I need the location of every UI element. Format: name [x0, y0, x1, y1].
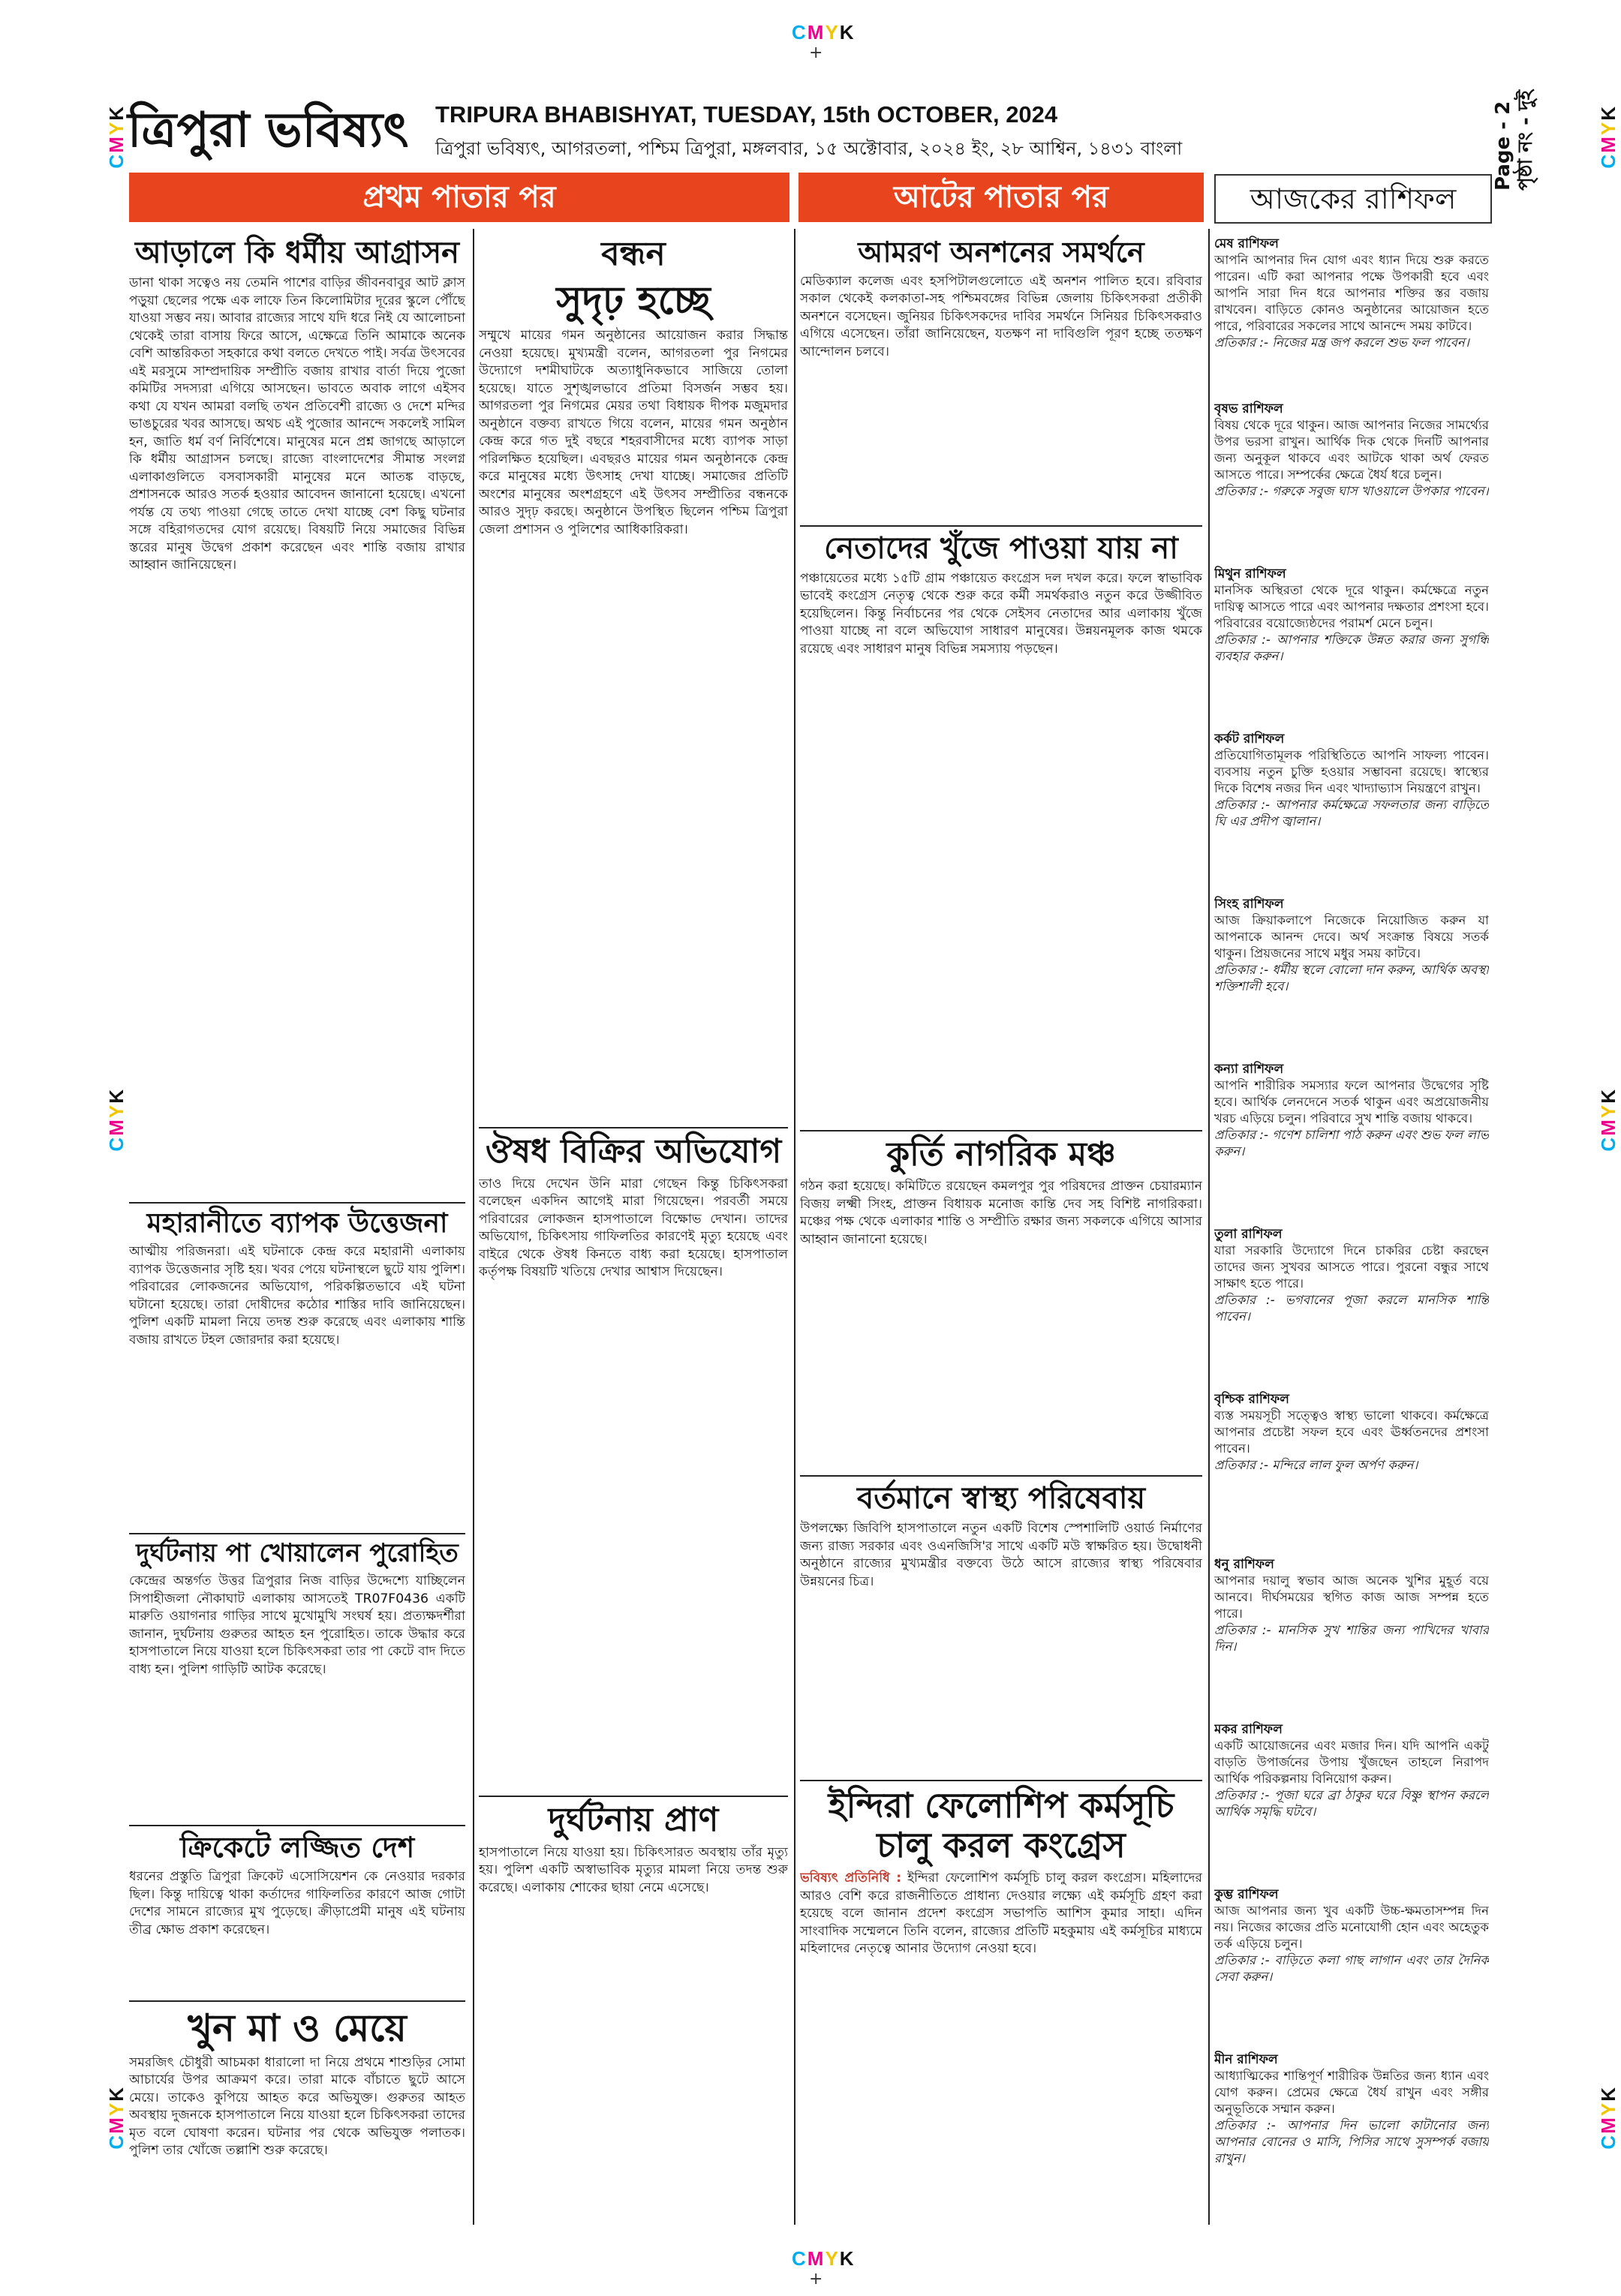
- horoscope-sign-name: বৃশ্চিক রাশিফল: [1214, 1392, 1289, 1407]
- registration-mark-bottom: CMYK: [792, 2247, 856, 2270]
- horoscope-text: আপনার দয়ালু স্বভাব আজ অনেক খুশির মুহূর্ত বয়ে আনবে। দীর্ঘসময়ের স্থগিত কাজ আজ সম্পন্ন হতে পারে।: [1214, 1573, 1489, 1621]
- headline-mother-daughter-murder: খুন মা ও মেয়ে: [188, 2006, 407, 2051]
- column-divider: [473, 229, 474, 2225]
- article-leaders-missing: পঞ্চায়েতের মধ্যে ১৫টি গ্রাম পঞ্চায়েত কংগ্রেস দল দখল করে। ফলে স্বাভাবিক ভাবেই কংগ্রেস নেতৃত্ব থেকে শুরু করে কর্মী সমর্থকরাও নতুন করে উজ্জীবিত হয়েছিলেন। কিন্তু নির্বাচনের পর থেকে সেইসব নেতাদের আর এলাকায় খুঁজে পাওয়া যাচ্ছে না বলে অভিযোগ সাধারণ মানুষের। উন্নয়নমূলক কাজ থমকে রয়েছে এবং সাধারণ মানুষ বিভিন্ন সমস্যায় পড়ছেন।: [800, 570, 1202, 657]
- horoscope-text: আপনি শারীরিক সমস্যার ফলে আপনার উদ্বেগের সৃষ্টি হবে। আর্থিক লেনদেনে সতর্ক থাকুন এবং অপ্রয়োজনীয় খরচ এড়িয়ে চলুন। পরিবারে সুখ শান্তি বজায় থাকবে।: [1214, 1078, 1489, 1125]
- horoscope-sign-name: মিথুন রাশিফল: [1214, 566, 1286, 582]
- registration-mark-right-top: CMYK: [1597, 105, 1619, 169]
- horoscope-entry: [1214, 233, 1489, 395]
- headline-priest-accident: দুর্ঘটনায় পা খোয়ালেন পুরোহিত: [136, 1538, 459, 1569]
- horoscope-text: বিষয় থেকে দূরে থাকুন। আজ আপনার নিজের সামর্থ্যের উপর ভরসা রাখুন। আর্থিক দিক থেকে দিনটি আপনার জন্য অনুকূল থাকবে এবং আটকে থাকা অর্থ ফেরত আসতে পারে। সম্পর্কের ক্ষেত্রে ধৈর্য ধরে চলুন।: [1214, 418, 1489, 482]
- horoscope-text: যারা সরকারি উদ্যোগে দিনে চাকরির চেষ্টা করছেন তাদের জন্য সুখবর আসতে পারে। পুরনো বন্ধুর সাথে সাক্ষাৎ হতে পারে।: [1214, 1243, 1489, 1291]
- dateline: ভবিষ্যৎ প্রতিনিধি :: [800, 1871, 902, 1886]
- registration-mark-left-bottom: CMYK: [105, 2086, 128, 2150]
- article-divider: [800, 1130, 1202, 1131]
- column-divider: [794, 229, 795, 2225]
- article-divider: [800, 1780, 1202, 1781]
- crosshair-top-icon: +: [809, 44, 823, 62]
- article-indira-fellowship: [800, 1870, 1202, 2221]
- column-page-eight-stories: [800, 233, 1202, 2221]
- horoscope-sign-name: বৃষভ রাশিফল: [1214, 401, 1283, 416]
- masthead-english-line: TRIPURA BHABISHYAT, TUESDAY, 15th OCTOBER, 2024: [435, 101, 1058, 128]
- headline-religious-aggression: আড়ালে কি ধর্মীয় আগ্রাসন: [134, 235, 460, 270]
- article-divider: [129, 2000, 465, 2002]
- banner-front-page-continued: প্রথম পাতার পর: [129, 173, 789, 222]
- horoscope-entry: [1214, 728, 1489, 890]
- horoscope-entry: [1214, 1388, 1489, 1550]
- masthead-bengali-line: ত্রিপুরা ভবিষ্যৎ, আগরতলা, পশ্চিম ত্রিপুরা, মঙ্গলবার, ১৫ অক্টোবার, ২০২৪ ইং, ২৮ আশ্বিন, ১৪৩১ বাংলা: [435, 138, 1183, 159]
- horoscope-sign-name: কন্যা রাশিফল: [1214, 1062, 1284, 1077]
- article-divider: [800, 525, 1202, 527]
- horoscope-list: [1214, 233, 1489, 2210]
- horoscope-remedy: প্রতিকার :- মানসিক সুখ শান্তির জন্য পাখিদের খাবার দিন।: [1214, 1623, 1489, 1654]
- registration-mark-right-mid: CMYK: [1597, 1088, 1619, 1152]
- column-divider: [1208, 229, 1210, 2225]
- headline-bond-line1: বন্ধন: [601, 235, 666, 273]
- horoscope-entry: [1214, 1718, 1489, 1880]
- headline-bond-line2: সুদৃঢ় হচ্ছে: [556, 277, 711, 323]
- article-accident-life: হাসপাতালে নিয়ে যাওয়া হয়। চিকিৎসারত অবস্থায় তাঁর মৃত্যু হয়। পুলিশ একটি অস্বাভাবিক মৃত্যুর মামলা নিয়ে তদন্ত শুরু করেছে। এলাকায় শোকের ছায়া নেমে এসেছে।: [479, 1844, 788, 1895]
- horoscope-text: আপনি আপনার দিন যোগ এবং ধ্যান দিয়ে শুরু করতে পারেন। এটি করা আপনার পক্ষে উপকারী হবে এবং আপনি সারা দিন ধরে আপনার শক্তির স্তর বজায় রাখবেন। বাড়িতে কোনও অনুষ্ঠানের আয়োজন হতে পারে, পরিবারের সকলের সাথে আনন্দে সময় কাটবে।: [1214, 253, 1489, 333]
- article-divider: [800, 1475, 1202, 1477]
- article-health-services: উপলক্ষ্যে জিবিপি হাসপাতালে নতুন একটি বিশেষ স্পেশালিটি ওয়ার্ড নির্মাণের জন্য রাজ্য সরকার এবং ওএনজিসি'র সাথে একটি মউ স্বাক্ষরিত হয়। উদ্বোধনী অনুষ্ঠানে রাজ্যের মুখ্যমন্ত্রীর বক্তব্যে উঠে আসে রাজ্যের স্বাস্থ্য পরিষেবার উন্নয়নের চিত্র।: [800, 1521, 1202, 1589]
- horoscope-sign-name: মীন রাশিফল: [1214, 2052, 1278, 2067]
- horoscope-remedy: প্রতিকার :- বাড়িতে কলা গাছ লাগান এবং তার দৈনিক সেবা করুন।: [1214, 1953, 1489, 1984]
- registration-mark-left-top: CMYK: [105, 105, 128, 169]
- article-maharani-tension: আত্মীয় পরিজনরা। এই ঘটনাকে কেন্দ্র করে মহারানী এলাকায় ব্যাপক উত্তেজনার সৃষ্টি হয়। খবর পেয়ে ঘটনাস্থলে ছুটে যায় পুলিশ। পরিবারের লোকজনের অভিযোগ, পরিকল্পিতভাবে এই ঘটনা ঘটানো হয়েছে। তারা দোষীদের কঠোর শাস্তির দাবি জানিয়েছেন। পুলিশ একটি মামলা নিয়ে তদন্ত শুরু করেছে এবং এলাকায় শান্তি বজায় রাখতে টহল জোরদার করা হয়েছে।: [129, 1244, 465, 1348]
- page-number: [1492, 90, 1537, 191]
- horoscope-remedy: প্রতিকার :- আপনার কর্মক্ষেত্রে সফলতার জন্য বাড়িতে ঘি এর প্রদীপ জ্বালান।: [1214, 798, 1489, 828]
- horoscope-text: আধ্যাত্মিকের শান্তিপূর্ণ শারীরিক উন্নতির জন্য ধ্যান এবং যোগ করুন। প্রেমের ক্ষেত্রে ধৈর্য রাখুন এবং সঙ্গীর অনুভূতিকে সম্মান করুন।: [1214, 2069, 1489, 2116]
- horoscope-entry: [1214, 1223, 1489, 1385]
- article-divider: [479, 1796, 788, 1797]
- horoscope-remedy: প্রতিকার :- আপনার শক্তিকে উন্নত করার জন্য সুগন্ধি ব্যবহার করুন।: [1214, 633, 1489, 663]
- horoscope-sign-name: তুলা রাশিফল: [1214, 1227, 1283, 1242]
- article-divider: [129, 1825, 465, 1826]
- headline-leaders-missing: নেতাদের খুঁজে পাওয়া যায় না: [824, 530, 1178, 566]
- column-horoscope: [1214, 233, 1489, 2221]
- horoscope-remedy: প্রতিকার :- গরুকে সবুজ ঘাস খাওয়ালে উপকার পাবেন।: [1214, 484, 1489, 498]
- horoscope-text: আজ আপনার জন্য খুব একটি উচ্চ-ক্ষমতাসম্পন্ন দিন নয়। নিজের কাজের প্রতি মনোযোগী হোন এবং অহেতুক তর্ক এড়িয়ে চলুন।: [1214, 1904, 1489, 1951]
- headline-accident-life: দুর্ঘটনায় প্রাণ: [548, 1800, 719, 1839]
- horoscope-remedy: প্রতিকার :- মন্দিরে লাল ফুল অর্পণ করুন।: [1214, 1458, 1418, 1472]
- registration-mark-left-mid: CMYK: [105, 1088, 128, 1152]
- horoscope-sign-name: সিংহ রাশিফল: [1214, 897, 1284, 912]
- horoscope-remedy: প্রতিকার :- পূজা ঘরে ব্রা ঠাকুর ঘরে বিষ্ণু স্থাপন করলে আর্থিক সমৃদ্ধি ঘটবে।: [1214, 1788, 1489, 1819]
- article-kurti-citizens-forum: গঠন করা হয়েছে। কমিটিতে রয়েছেন কমলপুর পুর পরিষদের প্রাক্তন চেয়ারম্যান বিজয় লক্ষ্মী সিংহ, প্রাক্তন বিধায়ক মনোজ কান্তি দেব সহ বিশিষ্ট নাগরিকরা। মঞ্চের পক্ষ থেকে এলাকার শান্তি ও সম্প্রীতি রক্ষার জন্য সকলকে এগিয়ে আসার আহ্বান জানানো হয়েছে।: [800, 1179, 1202, 1247]
- article-priest-accident: কেন্দ্রের অন্তর্গত উত্তর ত্রিপুরার নিজ বাড়ির উদ্দেশ্যে যাচ্ছিলেন সিপাহীজলা নৌকাঘাট এলাকায় আসতেই TR07F0436 একটি মারুতি ওয়াগনার গাড়ির সাথে মুখোমুখি সংঘর্ষ হয়। প্রত্যক্ষদর্শীরা জানান, দুর্ঘটনায় গুরুতর আহত হন পুরোহিত। তাকে উদ্ধার করে হাসপাতালে নিয়ে যাওয়া হলে চিকিৎসকরা তার পা কেটে বাদ দিতে বাধ্য হন। পুলিশ গাড়িটি আটক করেছে।: [129, 1573, 465, 1677]
- page-label: Page - 2: [1492, 101, 1514, 191]
- article-mother-daughter-murder: সমরজিৎ চৌধুরী আচমকা ধারালো দা নিয়ে প্রথমে শাশুড়ির সোমা আচার্যের উপর আক্রমণ করে। তারা মাকে বাঁচাতে ছুটে আসে মেয়ে। তাকেও কুপিয়ে আহত করে অভিযুক্ত। গুরুতর আহত অবস্থায় দুজনকে হাসপাতালে নিয়ে যাওয়া হলে চিকিৎসকরা তাদের মৃত বলে ঘোষণা করেন। ঘটনার পর থেকে অভিযুক্ত পলাতক। পুলিশ তার খোঁজে তল্লাশি শুরু করেছে।: [129, 2054, 465, 2159]
- horoscope-sign-name: ধনু রাশিফল: [1214, 1557, 1274, 1572]
- horoscope-text: প্রতিযোগিতামূলক পরিস্থিতিতে আপনি সাফল্য পাবেন। ব্যবসায় নতুন চুক্তি হওয়ার সম্ভাবনা রয়েছে। স্বাস্থ্যের দিকে বিশেষ নজর দিন এবং খাদ্যাভ্যাস নিয়ন্ত্রণে রাখুন।: [1214, 748, 1489, 795]
- article-divider: [129, 1533, 465, 1534]
- article-hunger-strike-support: মেডিক্যাল কলেজ এবং হসপিটালগুলোতে এই অনশন পালিত হবে। রবিবার সকাল থেকেই কলকাতা-সহ পশ্চিমবঙ্গের বিভিন্ন জেলায় চিকিৎসকরা প্রতীকী অনশনে বসেছেন। জুনিয়র চিকিৎসকদের দাবির সমর্থনে সিনিয়র চিকিৎসকরাও এগিয়ে এসেছেন। তাঁরা জানিয়েছেন, যতক্ষণ না দাবিগুলি পূরণ হচ্ছে ততক্ষণ আন্দোলন চলবে।: [800, 273, 1202, 359]
- horoscope-sign-name: মকর রাশিফল: [1214, 1722, 1283, 1737]
- article-medicine-sale-allegation: তাও দিয়ে দেখেন উনি মারা গেছেন কিন্তু চিকিৎসকরা বলেছেন একদিন আগেই মারা গিয়েছেন। পরবর্তী সময়ে পরিবারের লোকজন হাসপাতালে বিক্ষোভ দেখান। তাদের অভিযোগ, চিকিৎসায় গাফিলতির কারণেই মৃত্যু হয়েছে এবং বাইরে থেকে ঔষধ কিনতে বাধ্য করা হয়েছে। হাসপাতাল কর্তৃপক্ষ বিষয়টি খতিয়ে দেখার আশ্বাস দিয়েছেন।: [479, 1176, 788, 1280]
- horoscope-entry: [1214, 1553, 1489, 1715]
- horoscope-entry: [1214, 1883, 1489, 2045]
- article-indira-fellowship-text: ইন্দিরা ফেলোশিপ কর্মসূচি চালু করল কংগ্রেস। মহিলাদের আরও বেশি করে রাজনীতিতে প্রাধান্য দেওয়ার লক্ষ্যে এই কর্মসূচি গ্রহণ করা হয়েছে বলে জানান প্রদেশ কংগ্রেস সভাপতি আশিস কুমার সাহা। এদিন সাংবাদিক সম্মেলনে তিনি বলেন, রাজ্যের প্রতিটি মহকুমায় এই কর্মসূচির মাধ্যমে মহিলাদের নেতৃত্বে আনার উদ্যোগ নেওয়া হবে।: [800, 1871, 1202, 1957]
- horoscope-remedy: প্রতিকার :- আপনার দিন ভালো কাটানোর জন্য আপনার বোনের ও মাসি, পিসির সাথে সুসম্পর্ক বজায় রাখুন।: [1214, 2118, 1489, 2165]
- article-religious-aggression: ডানা থাকা সত্বেও নয় তেমনি পাশের বাড়ির জীবনবাবুর আট ক্লাস পড়ুয়া ছেলের পক্ষে এক লাফে তিন কিলোমিটার দূরের স্কুলে পৌঁছে যাওয়া সম্ভব নয়। আবার রাজ্যের সাথে যদি ধরে নিই যে আলোচনা থেকেই তারা বাসায় ফিরে আসে, এক্ষেত্রে তিনি আমাকে অনেক বেশি আন্তরিকতা সহকারে কথা বলতে দেখতে পাই। সর্বত্র উৎসবের এই মরসুমে সাম্প্রদায়িক সম্প্রীতি বজায় রাখার বার্তা দিয়ে পুজো কমিটির সদস্যরা এগিয়ে আসছেন। ভাবতে অবাক লাগে এইসব কথা যে যখন আমরা বলছি তখন প্রতিবেশী রাজ্যে ও দেশে মন্দির ভাঙচুরের খবর আসছে। অথচ এই পুজোর আনন্দে সকলেই সামিল হন, জাতি ধর্ম বর্ণ নির্বিশেষে। মানুষের মনে প্রশ্ন জাগছে আড়ালে কি ধর্মীয় আগ্রাসন চলছে। রাজ্যে বাংলাদেশের সীমান্ত সংলগ্ন এলাকাগুলিতে বসবাসকারী মানুষের মনে আতঙ্ক বাড়ছে, প্রশাসনকে আরও সতর্ক হওয়ার আবেদন জানানো হয়েছে। এখনো পর্যন্ত যে তথ্য পাওয়া গেছে তাতে দেখা যাচ্ছে বেশ কিছু ঘটনার সঙ্গে বহিরাগতদের যোগ রয়েছে। বিষয়টি নিয়ে সমাজের বিভিন্ন স্তরের মানুষ উদ্বেগ প্রকাশ করেছেন এবং শান্তি বজায় রাখার আহ্বান জানিয়েছেন।: [129, 275, 465, 572]
- registration-mark-top: CMYK: [792, 21, 856, 44]
- horoscope-entry: [1214, 398, 1489, 560]
- horoscope-text: ব্যস্ত সময়সূচী সত্ত্বেও স্বাস্থ্য ভালো থাকবে। কর্মক্ষেত্রে আপনার প্রচেষ্টা সফল হবে এবং ঊর্ধ্বতনদের প্রশংসা পাবেন।: [1214, 1408, 1489, 1456]
- article-bond-strengthening: সম্মুখে মায়ের গমন অনুষ্ঠানের আয়োজন করার সিদ্ধান্ত নেওয়া হয়েছে। মুখ্যমন্ত্রী বলেন, আগরতলা পুর নিগমের উদ্যোগে দশমীঘাটকে অত্যাধুনিকভাবে সাজিয়ে তোলা হয়েছে। যাতে সুশৃঙ্খলভাবে প্রতিমা বিসর্জন সম্ভব হয়। আগরতলা পুর নিগমের মেয়র তথা বিধায়ক দীপক মজুমদার অনুষ্ঠানে বক্তব্য রাখতে গিয়ে বলেন, মায়ের গমন অনুষ্ঠান কেন্দ্র করে গত দুই বছরে শহরবাসীদের মধ্যে ব্যাপক সাড়া পরিলক্ষিত হয়েছিল। এবছরও মায়ের গমন অনুষ্ঠানকে কেন্দ্র করে মানুষের মধ্যে উৎসাহ দেখা যাচ্ছে। সমাজের প্রতিটি অংশের মানুষের অংশগ্রহণে এই উৎসব সম্প্রীতির বন্ধনকে আরও সুদৃঢ় করছে। অনুষ্ঠানে উপস্থিত ছিলেন পশ্চিম ত্রিপুরা জেলা প্রশাসন ও পুলিশের আধিকারিকরা।: [479, 328, 788, 537]
- headline-hunger-strike-support: আমরণ অনশনের সমর্থনে: [858, 235, 1144, 269]
- headline-cricket-shame: ক্রিকেটে লজ্জিত দেশ: [179, 1830, 415, 1865]
- registration-mark-right-bottom: CMYK: [1597, 2086, 1619, 2150]
- horoscope-remedy: প্রতিকার :- নিজের মন্ত্র জপ করলে শুভ ফল পাবেন।: [1214, 335, 1469, 350]
- horoscope-text: আজ ক্রিয়াকলাপে নিজেকে নিয়োজিত করুন যা আপনাকে আনন্দ দেবে। অর্থ সংক্রান্ত বিষয়ে সতর্ক থাকুন। প্রিয়জনের সাথে মধুর সময় কাটবে।: [1214, 913, 1489, 960]
- newspaper-logo: ত্রিপুরা ভবিষ্যৎ: [128, 102, 409, 158]
- horoscope-text: মানসিক অস্থিরতা থেকে দূরে থাকুন। কর্মক্ষেত্রে নতুন দায়িত্ব আসতে পারে এবং আপনার দক্ষতার প্রশংসা হবে। পরিবারের বয়োজ্যেষ্ঠদের পরামর্শ মেনে চলুন।: [1214, 583, 1489, 630]
- page-label-bn: পৃষ্ঠা নং - দুই: [1514, 90, 1537, 191]
- headline-kurti-citizens-forum: কুর্তি নাগরিক মঞ্চ: [886, 1134, 1116, 1174]
- headline-indira-fellowship: ইন্দিরা ফেলোশিপ কর্মসূচি চালু করল কংগ্রেস: [828, 1785, 1174, 1866]
- horoscope-text: একটি আয়োজনের এবং মজার দিন। যদি আপনি একটু বাড়তি উপার্জনের উপায় খুঁজছেন তাহলে নিরাপদ আর্থিক পরিকল্পনায় বিনিয়োগ করুন।: [1214, 1739, 1489, 1786]
- column-continued-stories: [479, 233, 788, 2221]
- horoscope-remedy: প্রতিকার :- গণেশ চালিশা পাঠ করুন এবং শুভ ফল লাভ করুন।: [1214, 1128, 1489, 1159]
- article-divider: [479, 1127, 788, 1128]
- headline-medicine-sale-allegation: ঔষধ বিক্রির অভিযোগ: [485, 1132, 782, 1171]
- horoscope-entry: [1214, 893, 1489, 1055]
- masthead: [128, 94, 1493, 161]
- horoscope-sign-name: কর্কট রাশিফল: [1214, 732, 1285, 747]
- horoscope-entry: [1214, 563, 1489, 725]
- banner-page-eight-continued: আটের পাতার পর: [798, 173, 1204, 222]
- horoscope-sign-name: কুম্ভ রাশিফল: [1214, 1887, 1279, 1902]
- horoscope-sign-name: মেষ রাশিফল: [1214, 236, 1279, 251]
- banner-horoscope: আজকের রাশিফল: [1214, 174, 1492, 224]
- horoscope-remedy: প্রতিকার :- ভগবানের পূজা করলে মানসিক শান্তি পাবেন।: [1214, 1293, 1489, 1324]
- horoscope-remedy: প্রতিকার :- ধর্মীয় স্থলে বোলো দান করুন, আর্থিক অবস্থা শক্তিশালী হবে।: [1214, 963, 1489, 993]
- column-front-page-stories: [129, 233, 465, 2221]
- headline-maharani-tension: মহারানীতে ব্যাপক উত্তেজনা: [146, 1207, 448, 1239]
- article-divider: [129, 1202, 465, 1204]
- horoscope-entry: [1214, 2048, 1489, 2210]
- article-cricket-shame: ধরনের প্রস্তুতি ত্রিপুরা ক্রিকেট এসোসিয়েশন কে নেওয়ার দরকার ছিল। কিন্তু দায়িত্বে থাকা কর্তাদের গাফিলতির কারণে আজ গোটা দেশের সামনে রাজ্যের মুখ পুড়েছে। ক্রীড়াপ্রেমী মানুষ এই ঘটনায় তীব্র ক্ষোভ প্রকাশ করেছেন।: [129, 1869, 465, 1937]
- horoscope-entry: [1214, 1058, 1489, 1220]
- headline-health-services: বর্তমানে স্বাস্থ্য পরিষেবায়: [856, 1480, 1146, 1516]
- crosshair-bottom-icon: +: [809, 2270, 823, 2288]
